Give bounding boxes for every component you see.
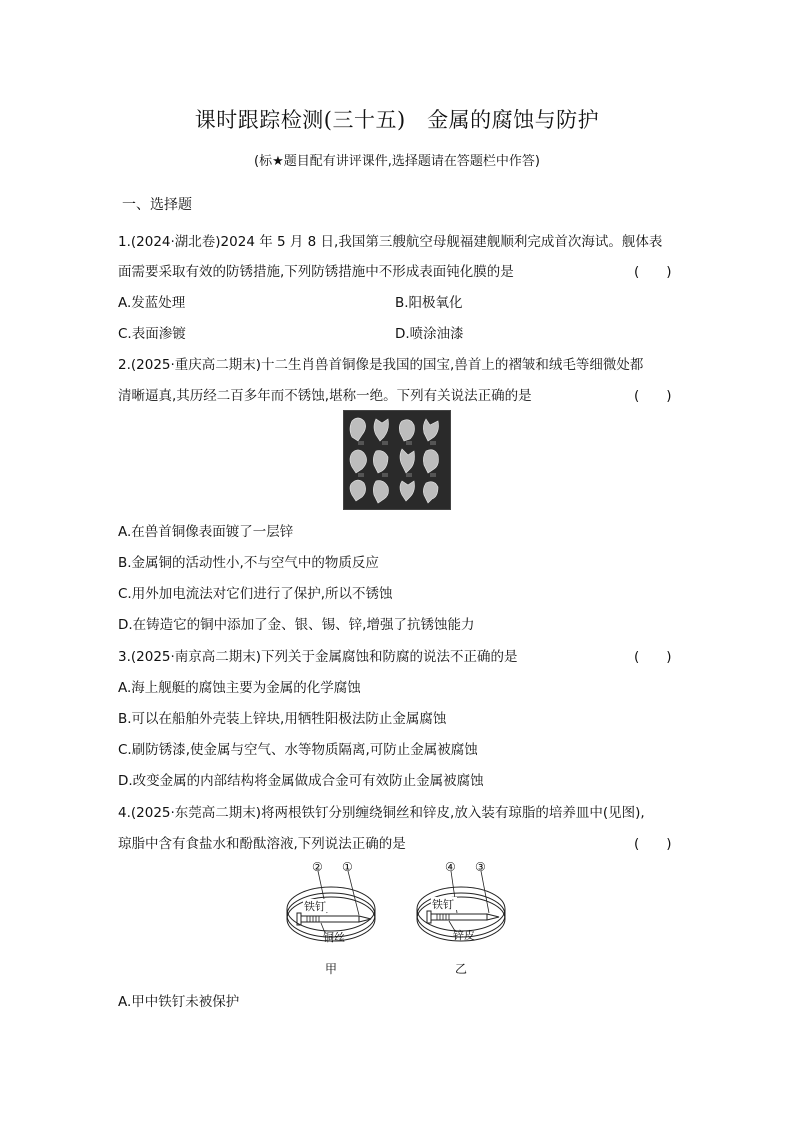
- q1-stem-line1: 1.(2024·湖北卷)2024 年 5 月 8 日,我国第三艘航空母舰福建舰顺利完成首次海试。舰体表: [118, 234, 663, 250]
- dish1-mark-right: ①: [342, 860, 353, 874]
- dish2-mark-right: ③: [475, 860, 486, 874]
- q2-option-b: B.金属铜的活动性小,不与空气中的物质反应: [118, 555, 379, 571]
- q1-option-c: C.表面渗镀: [118, 326, 186, 342]
- bronze-heads-image: [344, 411, 450, 509]
- q2-option-c: C.用外加电流法对它们进行了保护,所以不锈蚀: [118, 586, 393, 602]
- dish2-nail-label: 铁钉: [432, 898, 454, 911]
- dish2-wire-label: 锌皮: [453, 929, 475, 942]
- q3-option-a: A.海上舰艇的腐蚀主要为金属的化学腐蚀: [118, 680, 361, 696]
- page-subtitle: (标★题目配有讲评课件,选择题请在答题栏中作答): [254, 154, 540, 169]
- q2-stem-line1: 2.(2025·重庆高二期末)十二生肖兽首铜像是我国的国宝,兽首上的褶皱和绒毛等细微处都: [118, 357, 644, 373]
- dish-jia: [287, 860, 375, 976]
- q3-answer-bracket: ( ): [634, 649, 672, 665]
- q2-stem-line2: 清晰逼真,其历经二百多年而不锈蚀,堪称一绝。下列有关说法正确的是: [118, 388, 532, 404]
- dish2-mark-left: ④: [445, 860, 456, 874]
- q1-option-b: B.阳极氧化: [395, 295, 463, 311]
- section-heading: 一、选择题: [122, 197, 192, 213]
- dish1-mark-left: ②: [312, 860, 323, 874]
- page-title: 课时跟踪检测(三十五) 金属的腐蚀与防护: [194, 108, 600, 132]
- q1-answer-bracket: ( ): [634, 264, 672, 280]
- dish-yi: [417, 860, 505, 976]
- q4-answer-bracket: ( ): [634, 836, 672, 852]
- q2-option-a: A.在兽首铜像表面镀了一层锌: [118, 524, 294, 540]
- petri-dish-diagram: [285, 857, 515, 979]
- dish2-caption: 乙: [455, 962, 468, 976]
- q4-stem-line1: 4.(2025·东莞高二期末)将两根铁钉分别缠绕铜丝和锌皮,放入装有琼脂的培养皿中(见图),: [118, 805, 645, 821]
- q1-option-d: D.喷涂油漆: [395, 326, 464, 342]
- q3-stem-line1: 3.(2025·南京高二期末)下列关于金属腐蚀和防腐的说法不正确的是: [118, 649, 518, 665]
- q4-option-a: A.甲中铁钉未被保护: [118, 994, 240, 1010]
- q3-option-c: C.刷防锈漆,使金属与空气、水等物质隔离,可防止金属被腐蚀: [118, 742, 478, 758]
- q2-option-d: D.在铸造它的铜中添加了金、银、锡、锌,增强了抗锈蚀能力: [118, 617, 475, 633]
- q2-answer-bracket: ( ): [634, 388, 672, 404]
- q3-option-d: D.改变金属的内部结构将金属做成合金可有效防止金属被腐蚀: [118, 773, 484, 789]
- q1-stem-line2: 面需要采取有效的防锈措施,下列防锈措施中不形成表面钝化膜的是: [118, 264, 514, 280]
- dish1-nail-label: 铁钉: [304, 900, 326, 913]
- dish1-caption: 甲: [325, 962, 338, 976]
- petri-dish-figure: [285, 857, 515, 979]
- q1-option-a: A.发蓝处理: [118, 295, 186, 311]
- bronze-heads-photo: [343, 410, 451, 510]
- dish1-wire-label: 铜丝: [323, 931, 345, 944]
- q4-stem-line2: 琼脂中含有食盐水和酚酞溶液,下列说法正确的是: [118, 836, 406, 852]
- q3-option-b: B.可以在船舶外壳装上锌块,用牺牲阳极法防止金属腐蚀: [118, 711, 447, 727]
